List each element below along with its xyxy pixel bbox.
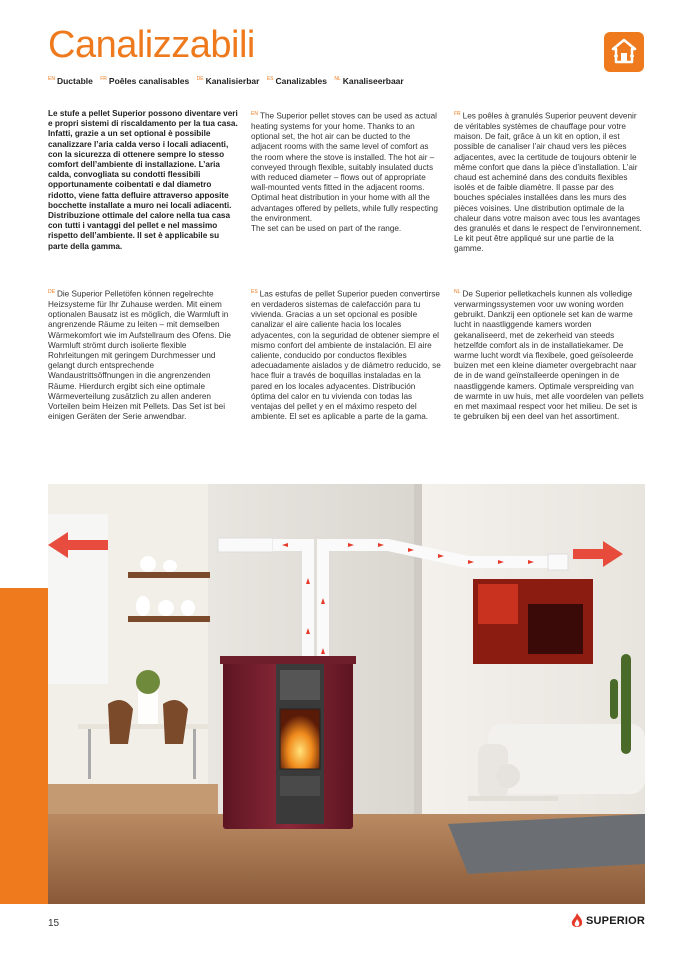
subtitle-de: $^{DE}$ Kanalisierbar (196, 76, 260, 86)
text-german: $^{DE}$ Die Superior Pelletöfen können regelrechte Heizsysteme für Ihr Zuhause werden. Mit einem optionalen Bausatz ist es möglich, die Warmluft in angrenzende Räume zu leiten – mit demselben Wärmekomfort wie im Aufstellraum des Ofens. Die Warmluft strömt durch isolierte flexible Rohrleitungen mit geringem Durchmesser und gelangt durch entsprechende Wandaustrittsöffnungen in die angrenzenden Räume. Hierdurch ergibt sich eine optimale Wärmeverteilung zusätzlich zu allen anderen Vorteilen beim Heizen mit Pellets. Das Set ist bei einigen Geräten der Serie anwendbar. (48, 289, 231, 422)
text-italian: Le stufe a pellet Superior possono diventare veri e propri sistemi di riscaldamento per la tua casa. Infatti, grazie a un set optional è possibile canalizzare l’aria calda verso i locali adiacenti, con la sicurezza di ottenere sempre lo stesso comfort dell’ambiente di installazione. L’aria calda, convogliata su condotti flessibili opportunamente coibentati e dal diametro ridotto, viene fatta defluire attraverso apposite bocchette installate a muro nei locali adiacenti. Distribuzione ottimale del calore nella tua casa con tutti i vantaggi del pellet e nel massimo rispetto dell’ambiente. Il set è applicabile su parte della gamma. (48, 109, 238, 251)
flame-icon (571, 913, 583, 929)
text-spanish: $^{ES}$ Las estufas de pellet Superior pueden convertirse en verdaderos sistemas de calefacción para tu vivienda. Gracias a un set opcional es posible canalizar el aire caliente hacia los locales adyacentes, con la seguridad de obtener siempre el mismo confort del ambiente de instalación. El aire caliente, conducido por conductos flexibles adecuadamente aislados y de diámetro reducido, se hace fluir a través de boquillas instaladas en la pared en los locales adyacentes. Distribución óptima del calor en tu vivienda con todas las ventajas del pellet y en el máximo respeto del ambiente. El set es aplicable a parte de la gama. (251, 289, 441, 422)
room-illustration (48, 484, 645, 904)
superior-logo: SUPERIOR (571, 913, 645, 929)
subtitle-nl: $^{NL}$ Kanaliseerbaar (334, 76, 404, 86)
subtitle-en: $^{EN}$ Ductable (48, 76, 93, 86)
text-french: $^{FR}$ Les poêles à granulés Superior peuvent devenir de véritables systèmes de chauffage pour votre maison. De fait, grâce à un kit en option, il est possible de canaliser l’air chaud vers les pièces adjacentes, avec la certitude de toujours obtenir le même confort que dans la pièce d’installation. L’air chaud est acheminé dans des conduits flexibles isolés et de faible diamètre. Il passe par des bouches spéciales installées dans les murs des pièces voisines. Une distribution optimale de la chaleur dans votre maison avec tous les avantages des granulés et dans le respect de l’environnement. Le kit peut être appliqué sur une partie de la gamme. (454, 111, 642, 254)
language-subtitles (48, 76, 409, 86)
page-title: Canalizzabili (48, 24, 255, 66)
subtitle-es: $^{ES}$ Canalizables (266, 76, 327, 86)
text-english: $^{EN}$ The Superior pellet stoves can be used as actual heating systems for your home. Thanks to an optional set, the hot air can be ducted to the adjacent rooms with the same level of comfort as the room where the stove is installed. The hot air – conveyed through flexible, suitably insulated ducts with reduced diameter – flows out of appropriate wall-mounted vents fitted in the adjacent rooms. Optimal heat distribution in your home with all the advantages offered by pellets, while fully respecting the environment. The set can be used on part of the range. (251, 111, 438, 233)
orange-side-bar (0, 588, 48, 904)
house-duct-icon (604, 32, 644, 72)
subtitle-fr: $^{FR}$ Poêles canalisables (100, 76, 190, 86)
page-number: 15 (48, 918, 60, 929)
text-dutch: $^{NL}$ De Superior pelletkachels kunnen als volledige verwarmingssystemen voor uw woning worden gebruikt. Dankzij een optionele set kan de warme lucht in naastliggende kamers worden gekanaliseerd, met de zekerheid van steeds hetzelfde comfort als in de installatiekamer. De warme lucht wordt via flexibele, goed geïsoleerde buizen met een kleine diameter overgebracht naar de in de wand geïnstalleerde openingen in de naastliggende kamers. Optimale verspreiding van de warmte in uw huis, met alle voordelen van pellets en met maximaal respect voor het milieu. De set is te gebruiken bij een deel van het assortiment. (454, 289, 644, 422)
